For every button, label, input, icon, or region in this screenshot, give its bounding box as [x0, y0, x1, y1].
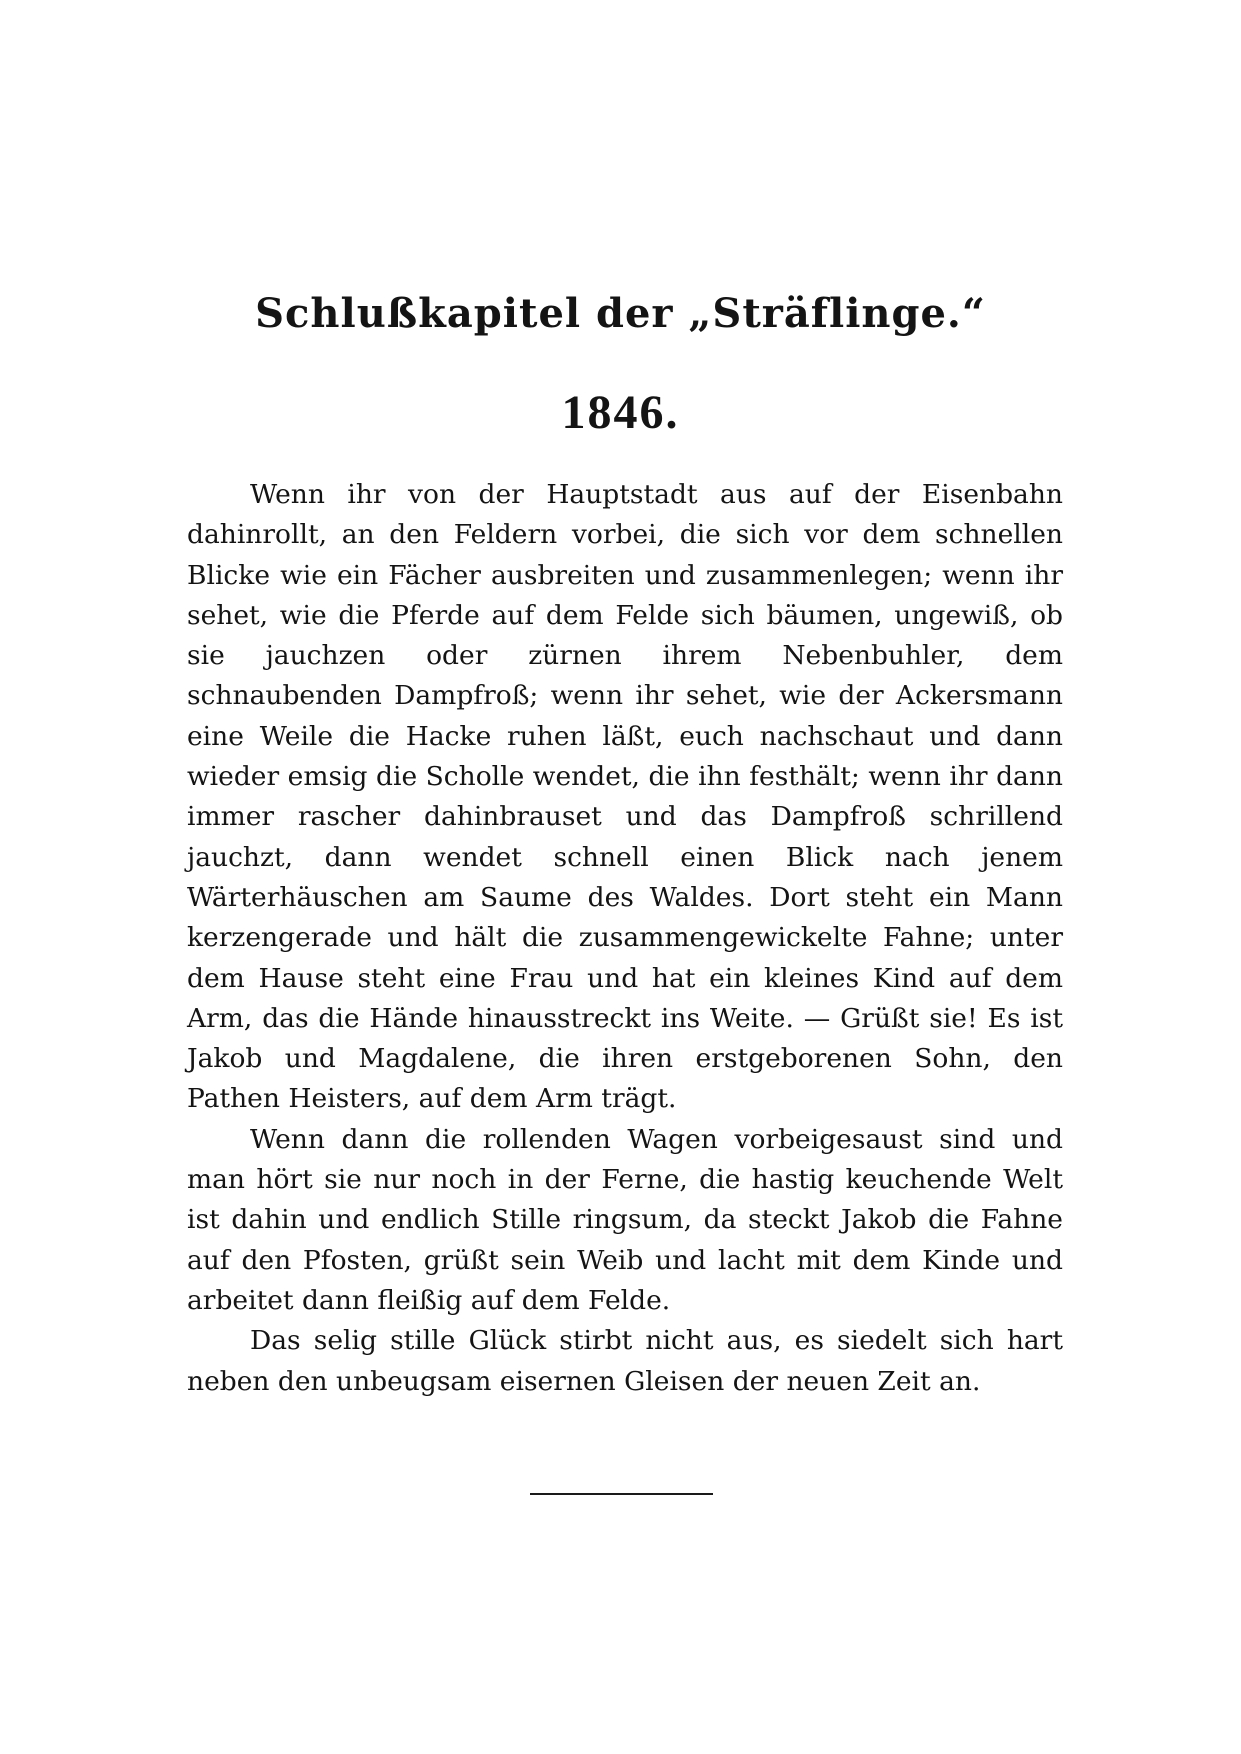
chapter-body — [187, 475, 1063, 1402]
paragraph: Das selig stille Glück stirbt nicht aus, es siedelt sich hart neben den unbeugsam eisernen Gleisen der neuen Zeit an. — [187, 1325, 1063, 1397]
paragraph: Wenn dann die rollenden Wagen vorbeigesaust sind und man hört sie nur noch in der Ferne, die hastig keuchende Welt ist dahin und endlich Stille ringsum, da steckt Jakob die Fahne auf den Pfosten, grüßt sein Weib und lacht mit dem Kinde und arbeitet dann fleißig auf dem Felde. — [187, 1123, 1063, 1316]
end-rule-divider — [530, 1493, 713, 1495]
paragraph: Wenn ihr von der Hauptstadt aus auf der Eisenbahn dahinrollt, an den Feldern vorbei, die sich vor dem schnellen Blicke wie ein Fächer ausbreiten und zusammenlegen; wenn ihr sehet, wie die Pferde auf dem Felde sich bäumen, ungewiß, ob sie jauchzen oder zürnen ihrem Nebenbuhler, dem schnaubenden Dampfroß; wenn ihr sehet, wie der Ackersmann eine Weile die Hacke ruhen läßt, euch nachschaut und dann wieder emsig die Scholle wendet, die ihn festhält; wenn ihr dann immer rascher dahinbrauset und das Dampfroß schrillend jauchzt, dann wendet schnell einen Blick nach jenem Wärterhäuschen am Saume des Waldes. Dort steht ein Mann kerzengerade und hält die zusammengewickelte Fahne; unter dem Hause steht eine Frau und hat ein kleines Kind auf dem Arm, das die Hände hinausstreckt ins Weite. — Grüßt sie! Es ist Jakob und Magdalene, die ihren erstgeborenen Sohn, den Pathen Heisters, auf dem Arm trägt. — [187, 479, 1063, 1115]
chapter-year: 1846. — [561, 386, 680, 439]
chapter-title: Schlußkapitel der „Sträflinge.“ — [255, 290, 986, 337]
